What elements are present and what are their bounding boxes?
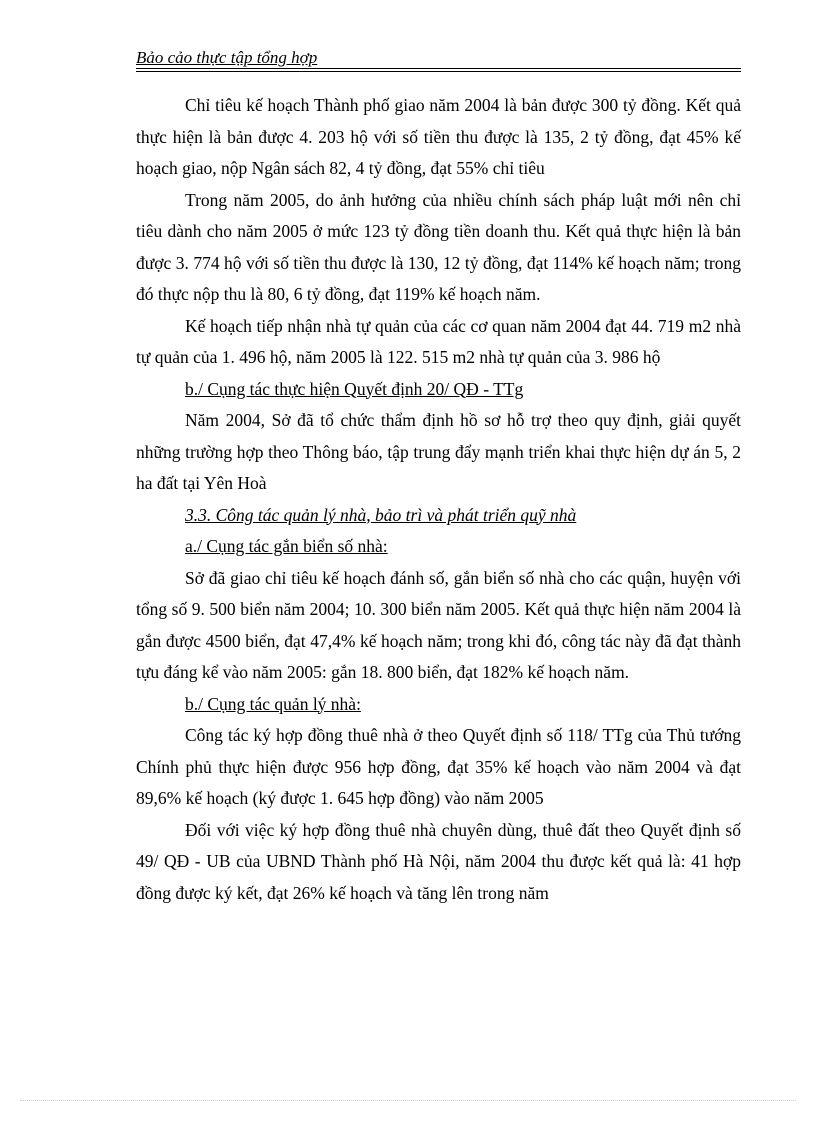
paragraph: Năm 2004, Sở đã tổ chức thẩm định hồ sơ hỗ trợ theo quy định, giải quyết những trường hợp theo Thông báo, tập trung đẩy mạnh triển khai thực hiện dự án 5, 2 ha đất tại Yên Hoà [136, 410, 741, 493]
running-header [136, 48, 741, 68]
subheading [136, 374, 741, 406]
paragraph: Sở đã giao chỉ tiêu kế hoạch đánh số, gắn biển số nhà cho các quận, huyện với tổng số 9. 500 biển năm 2004; 10. 300 biển năm 2005. Kết quả thực hiện năm 2004 là gắn được 4500 biển, đạt 47,4% kế hoạch năm; trong khi đó, công tác này đã đạt thành tựu đáng kể vào năm 2005: gắn 18. 800 biển, đạt 182% kế hoạch năm. [136, 567, 741, 682]
section-heading [136, 500, 741, 532]
page-bottom-border [20, 1100, 796, 1101]
paragraph: Trong năm 2005, do ảnh hưởng của nhiều chính sách pháp luật mới nên chỉ tiêu dành cho năm 2005 ở mức 123 tỷ đồng tiền doanh thu. Kết quả thực hiện là bản được 3. 774 hộ với số tiền thu được là 130, 12 tỷ đồng, đạt 114% kế hoạch năm; trong đó thực nộp thu là 80, 6 tỷ đồng, đạt 119% kế hoạch năm. [136, 189, 741, 304]
subheading-text: a./ Cụng tác gắn biển số nhà: [185, 536, 388, 556]
paragraph: Đối với việc ký hợp đồng thuê nhà chuyên dùng, thuê đất theo Quyết định số 49/ QĐ - UB của UBND Thành phố Hà Nội, năm 2004 thu được kết quả là: 41 hợp đồng được ký kết, đạt 26% kế hoạch và tăng lên trong năm [136, 819, 741, 903]
subheading-text: b./ Cụng tác thực hiện Quyết định 20/ QĐ - TTg [185, 378, 524, 399]
subheading-text: b./ Cụng tác quản lý nhà: [185, 693, 361, 714]
running-header-title: Bảo cảo thực tập tổng hợp [136, 48, 318, 67]
header-rule-double [136, 71, 741, 72]
subheading [136, 689, 741, 721]
page-body [136, 90, 741, 909]
subheading [136, 531, 741, 563]
header-rule [136, 68, 741, 69]
paragraph: Chỉ tiêu kế hoạch Thành phố giao năm 2004 là bản được 300 tỷ đồng. Kết quả thực hiện là bản được 4. 203 hộ với số tiền thu được là 135, 2 tỷ đồng, đạt 45% kế hoạch giao, nộp Ngân sách 82, 4 tỷ đồng, đạt 55% chỉ tiêu [136, 95, 741, 178]
paragraph: Công tác ký hợp đồng thuê nhà ở theo Quyết định số 118/ TTg của Thủ tướng Chính phủ thực hiện được 956 hợp đồng, đạt 35% kế hoạch vào năm 2004 và đạt 89,6% kế hoạch (ký được 1. 645 hợp đồng) vào năm 2005 [136, 725, 741, 808]
section-heading-text: 3.3. Công tác quản lý nhà, bảo trì và phát triển quỹ nhà [185, 504, 577, 525]
paragraph: Kế hoạch tiếp nhận nhà tự quản của các cơ quan năm 2004 đạt 44. 719 m2 nhà tự quản của 1. 496 hộ, năm 2005 là 122. 515 m2 nhà tự quản của 3. 986 hộ [136, 315, 741, 367]
